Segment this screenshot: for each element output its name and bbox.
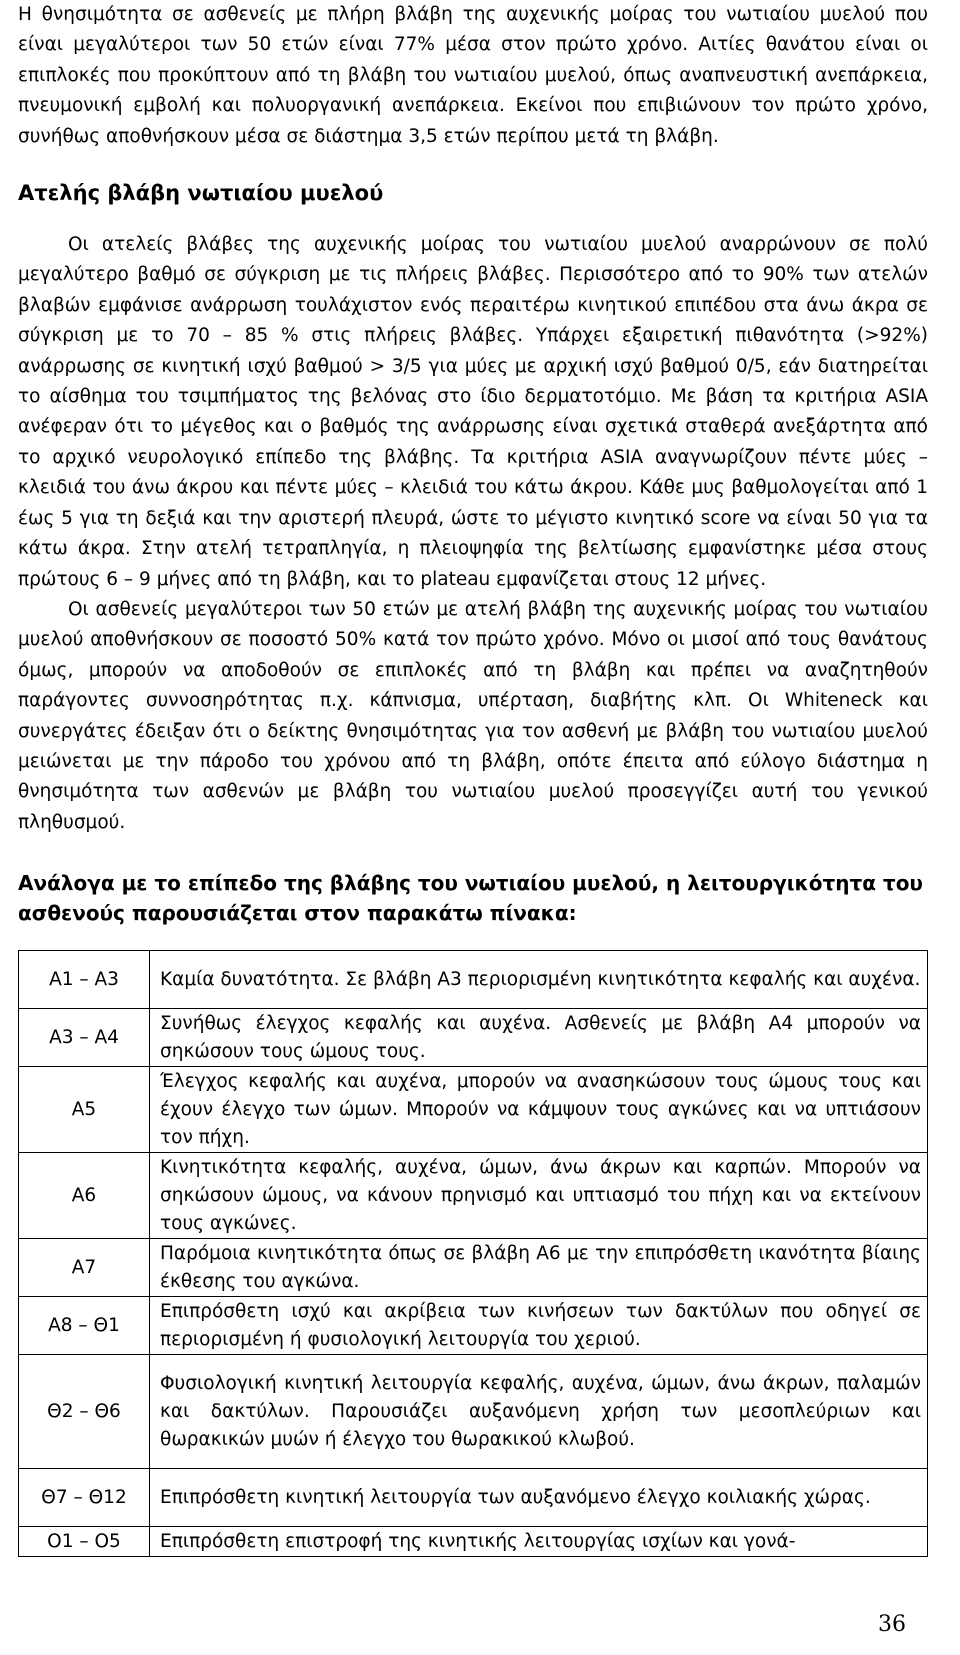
table-row: [19, 1527, 928, 1557]
description-cell: Συνήθως έλεγχος κεφαλής και αυχένα. Ασθενείς με βλάβη Α4 μπορούν να σηκώσουν τους ώμους τους.: [150, 1009, 928, 1067]
description-cell: Καμία δυνατότητα. Σε βλάβη Α3 περιορισμένη κινητικότητα κεφαλής και αυχένα.: [150, 951, 928, 1009]
level-cell: Α7: [19, 1239, 150, 1297]
level-cell: Α3 – Α4: [19, 1009, 150, 1067]
page-number: 36: [878, 1612, 906, 1637]
description-cell: Παρόμοια κινητικότητα όπως σε βλάβη Α6 με την επιπρόσθετη ικανότητα βίαιης έκθεσης του αγκώνα.: [150, 1239, 928, 1297]
description-cell: Επιπρόσθετη επιστροφή της κινητικής λειτουργίας ισχίων και γονά-: [150, 1527, 928, 1557]
functional-levels-table: [18, 950, 928, 1557]
table-row: [19, 1067, 928, 1153]
table-row: [19, 1009, 928, 1067]
table-row: [19, 951, 928, 1009]
section-paragraph-2: Οι ασθενείς μεγαλύτεροι των 50 ετών με ατελή βλάβη της αυχενικής μοίρας του νωτιαίου μυελού αποθνήσκουν σε ποσοστό 50% κατά τον πρώτο χρόνο. Μόνο οι μισοί από τους θανάτους όμως, μπορούν να αποδοθούν σε επιπλοκές από τη βλάβη και πρέπει να αναζητηθούν παράγοντες συννοσηρότητας π.χ. κάπνισμα, υπέρταση, διαβήτης κλπ. Οι Whiteneck και συνεργάτες έδειξαν ότι ο δείκτης θνησιμότητας για τον ασθενή με βλάβη του νωτιαίου μυελού μειώνεται με την πάροδο του χρόνου από τη βλάβη, οπότε έπειτα από εύλογο διάστημα η θνησιμότητα των ασθενών με βλάβη του νωτιαίου μυελού προσεγγίζει αυτή του γενικού πληθυσμού.: [18, 598, 928, 833]
table-row: [19, 1297, 928, 1355]
table-row: [19, 1469, 928, 1527]
intro-paragraph: Η θνησιμότητα σε ασθενείς με πλήρη βλάβη της αυχενικής μοίρας του νωτιαίου μυελού που είναι μεγαλύτεροι των 50 ετών είναι 77% μέσα στον πρώτο χρόνο. Αιτίες θανάτου είναι οι επιπλοκές που προκύπτουν από τη βλάβη του νωτιαίου μυελού, όπως αναπνευστική ανεπάρκεια, πνευμονική εμβολή και πολυοργανική ανεπάρκεια. Εκείνοι που επιβιώνουν τον πρώτο χρόνο, συνήθως αποθνήσκουν μέσα σε διάστημα 3,5 ετών περίπου μετά τη βλάβη.: [18, 4, 928, 147]
description-cell: Φυσιολογική κινητική λειτουργία κεφαλής, αυχένα, ώμων, άνω άκρων, παλαμών και δακτύλων. Παρουσιάζει αυξανόμενη χρήση των μεσοπλεύριων και θωρακικών μυών ή έλεγχο του θωρακικού κλωβού.: [150, 1355, 928, 1469]
level-cell: Ο1 – Ο5: [19, 1527, 150, 1557]
table-title: Ανάλογα με το επίπεδο της βλάβης του νωτιαίου μυελού, η λειτουργικότητα του ασθενούς παρουσιάζεται στον παρακάτω πίνακα:: [18, 871, 923, 926]
level-cell: Α8 – Θ1: [19, 1297, 150, 1355]
description-cell: Επιπρόσθετη ισχύ και ακρίβεια των κινήσεων των δακτύλων που οδηγεί σε περιορισμένη ή φυσιολογική λειτουργία του χεριού.: [150, 1297, 928, 1355]
section-heading: Ατελής βλάβη νωτιαίου μυελού: [18, 181, 384, 206]
table-row: [19, 1239, 928, 1297]
description-cell: Επιπρόσθετη κινητική λειτουργία των αυξανόμενο έλεγχο κοιλιακής χώρας.: [150, 1469, 928, 1527]
level-cell: Θ7 – Θ12: [19, 1469, 150, 1527]
table-row: [19, 1153, 928, 1239]
section-paragraph-1: Οι ατελείς βλάβες της αυχενικής μοίρας του νωτιαίου μυελού αναρρώνουν σε πολύ μεγαλύτερο βαθμό σε σύγκριση με τις πλήρεις βλάβες. Περισσότερο από το 90% των ατελών βλαβών εμφάνισε ανάρρωση τουλάχιστον ενός περαιτέρω κινητικού επιπέδου στα άνω άκρα σε σύγκριση με το 70 – 85 % στις πλήρεις βλάβες. Υπάρχει εξαιρετική πιθανότητα (>92%) ανάρρωσης σε κινητική ισχύ βαθμού > 3/5 για μύες με αρχική ισχύ βαθμού 0/5, εάν διατηρείται το αίσθημα του τσιμπήματος της βελόνας στο ίδιο δερματοτόμιο. Με βάση τα κριτήρια ASIA ανέφεραν ότι το μέγεθος και ο βαθμός της ανάρρωσης είναι σχετικά σταθερά ανεξάρτητα από το αρχικό νευρολογικό επίπεδο της βλάβης. Τα κριτήρια ASIA αναγνωρίζουν πέντε μύες – κλειδιά του άνω άκρου και πέντε μύες – κλειδιά του κάτω άκρου. Κάθε μυς βαθμολογείται από 1 έως 5 για τη δεξιά και την αριστερή πλευρά, ώστε το μέγιστο κινητικό score να είναι 50 για τα κάτω άκρα. Στην ατελή τετραπληγία, η πλειοψηφία της βελτίωσης εμφανίστηκε μέσα στους πρώτους 6 – 9 μήνες από τη βλάβη, και το plateau εμφανίζεται στους 12 μήνες.: [18, 234, 928, 590]
table-row: [19, 1355, 928, 1469]
description-cell: Έλεγχος κεφαλής και αυχένα, μπορούν να ανασηκώσουν τους ώμους τους και έχουν έλεγχο των ώμων. Μπορούν να κάμψουν τους αγκώνες και να υπτιάσουν τον πήχη.: [150, 1067, 928, 1153]
level-cell: Α1 – Α3: [19, 951, 150, 1009]
level-cell: Θ2 – Θ6: [19, 1355, 150, 1469]
level-cell: Α6: [19, 1153, 150, 1239]
description-cell: Κινητικότητα κεφαλής, αυχένα, ώμων, άνω άκρων και καρπών. Μπορούν να σηκώσουν ώμους, να κάνουν πρηνισμό και υπτιασμό του πήχη και να εκτείνουν τους αγκώνες.: [150, 1153, 928, 1239]
level-cell: Α5: [19, 1067, 150, 1153]
document-page: [18, 0, 928, 1557]
